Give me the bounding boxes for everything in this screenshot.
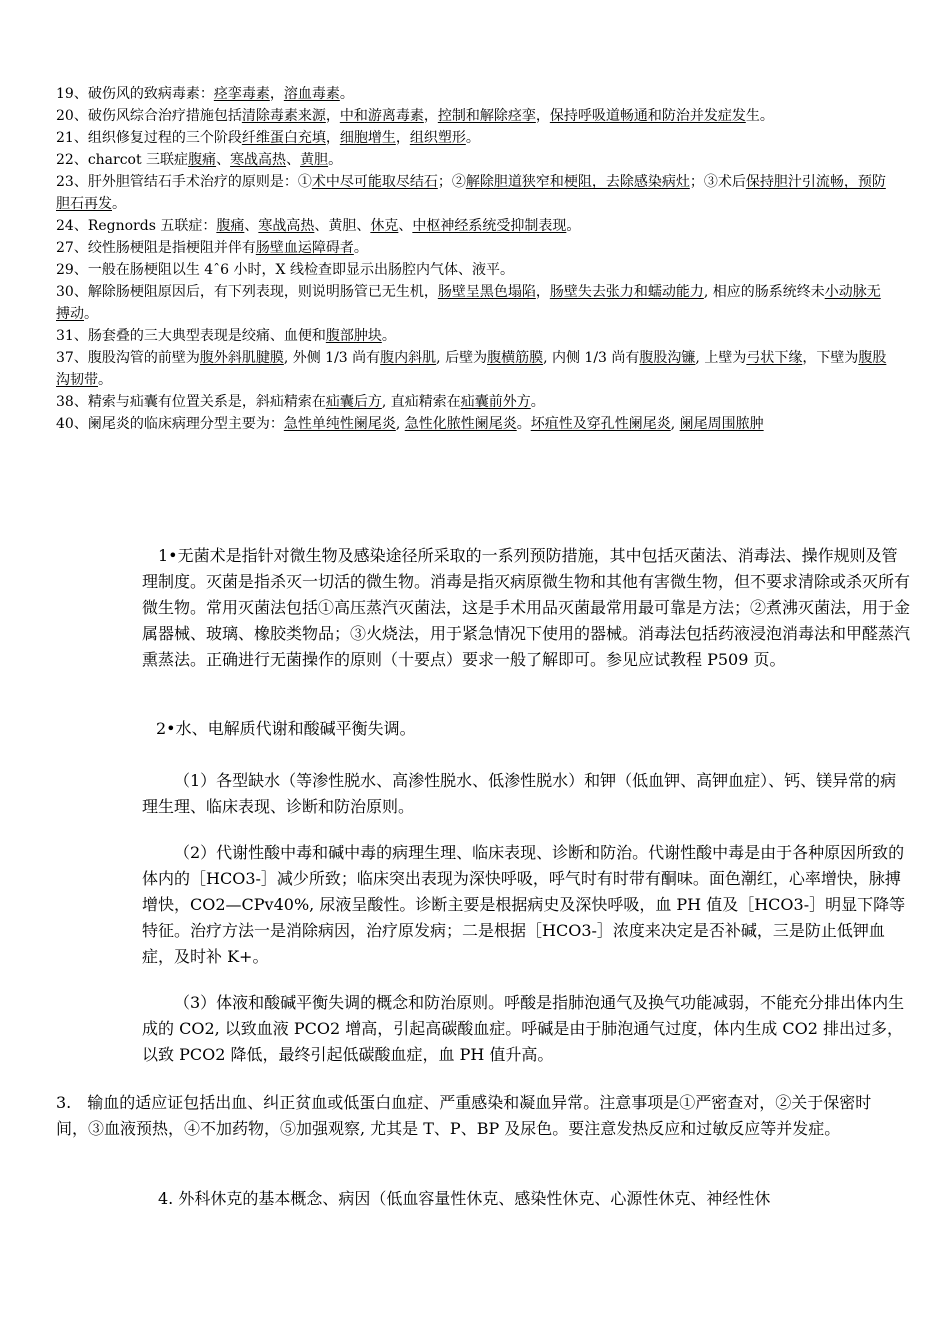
text-run: ；③术后 <box>689 174 746 190</box>
text-run: ， <box>325 130 340 146</box>
underlined-term: 疝囊后方 <box>325 394 382 410</box>
underlined-term: 肠壁呈黑色塌陷 <box>437 284 536 300</box>
text-run: 。 <box>339 86 354 102</box>
text-run: 21、组织修复过程的三个阶段 <box>56 130 242 146</box>
item-24 <box>56 215 894 237</box>
item-22 <box>56 149 894 171</box>
text-run: 。 <box>465 130 480 146</box>
text-run: , 后壁为 <box>436 350 488 366</box>
underlined-term: 阑尾周围脓肿 <box>679 416 764 432</box>
text-run: 。 <box>328 152 343 168</box>
text-run: 。 <box>530 394 545 410</box>
text-run: 、 <box>286 152 301 168</box>
text-run: 。 <box>516 416 531 432</box>
text-run: 、 <box>398 218 413 234</box>
underlined-term: 腹痛 <box>216 218 245 234</box>
item-21 <box>56 127 894 149</box>
text-run: 23、肝外胆管结石手术治疗的原则是：① <box>56 174 312 190</box>
underlined-term: 保持呼吸道畅通和防治并发症发 <box>549 108 746 124</box>
underlined-term: 组织塑形 <box>409 130 466 146</box>
text-run: 37、腹股沟管的前壁为 <box>56 350 200 366</box>
underlined-term: 肠壁失去张力和蠕动能力 <box>549 284 704 300</box>
text-run: 。 <box>98 372 112 388</box>
text-run: 40、阑尾炎的临床病理分型主要为： <box>56 416 284 432</box>
text-run: 31、肠套叠的三大典型表现是绞痛、血便和 <box>56 328 326 344</box>
text-run: 20、破伤风综合治疗措施包括 <box>56 108 242 124</box>
text-run: , 相应的肠系统终未 <box>703 284 825 300</box>
underlined-term: 腹股沟镰 <box>639 350 696 366</box>
underlined-term: 中和游离毒素 <box>339 108 424 124</box>
text-run: 27、绞性肠梗阻是指梗阻并伴有 <box>56 240 256 256</box>
underlined-term: 腹横筋膜 <box>487 350 544 366</box>
underlined-term: 腹股沟韧带 <box>56 350 887 388</box>
text-run: ， <box>535 284 550 300</box>
underlined-term: 疝囊前外方 <box>460 394 531 410</box>
text-run: , <box>670 416 680 432</box>
paragraph-fluid-heading: 2•水、电解质代谢和酸碱平衡失调。 <box>156 719 416 738</box>
underlined-term: 解除胆道狭窄和梗阻，去除感染病灶 <box>465 174 690 190</box>
text-run: ， <box>395 130 410 146</box>
paragraph-dehydration: （1）各型缺水（等渗性脱水、高渗性脱水、低渗性脱水）和钾（低血钾、高钾血症）、钙、镁异常的病理生理、临床表现、诊断和防治原则。 <box>142 771 897 816</box>
text-run: 、黄胆、 <box>314 218 371 234</box>
text-run: , 内侧 1/3 尚有 <box>543 350 640 366</box>
underlined-term: 腹内斜肌 <box>380 350 437 366</box>
paragraph-aseptic: 1•无菌术是指针对微生物及感染途径所采取的一系列预防措施，其中包括灭菌法、消毒法、操作规则及管理制度。灭菌是指杀灭一切活的微生物。消毒是指灭病原微生物和其他有害微生物，但不要求清除或杀灭所有微生物。常用灭菌法包括①高压蒸汽灭菌法，这是手术用品灭菌最常用最可靠是方法；②煮沸灭菌法，用于金属器械、玻璃、橡胶类物品；③火烧法，用于紧急情况下使用的器械。消毒法包括药液浸泡消毒法和甲醛蒸汽熏蒸法。正确进行无菌操作的原则（十要点）要求一般了解即可。参见应试教程 P509 页。 <box>142 546 911 669</box>
underlined-term: 黄胆 <box>300 152 329 168</box>
underlined-term: 腹外斜肌腱膜 <box>199 350 284 366</box>
underlined-term: 清除毒素来源 <box>241 108 326 124</box>
underlined-term: 坏疽性及穿孔性阑尾炎 <box>530 416 671 432</box>
item-38 <box>56 391 894 413</box>
item-30 <box>56 281 894 325</box>
text-run: 30、解除肠梗阻原因后，有下列表现，则说明肠管已无生机， <box>56 284 438 300</box>
underlined-term: 保持胆汁引流畅，预防胆石再发 <box>56 174 886 212</box>
item-19 <box>56 83 894 105</box>
text-run: 、 <box>216 152 231 168</box>
underlined-term: 纤维蛋白充填 <box>241 130 326 146</box>
text-run: ， <box>269 86 284 102</box>
text-run: ， <box>423 108 438 124</box>
text-run: ，下壁为 <box>802 350 859 366</box>
underlined-term: 中枢神经系统受抑制表现 <box>412 218 567 234</box>
item-40 <box>56 413 894 435</box>
underlined-term: 细胞增生 <box>339 130 396 146</box>
text-run: 24、Regnords 五联症： <box>56 218 217 234</box>
paragraph-transfusion: 3. 输血的适应证包括出血、纠正贫血或低蛋白血症、严重感染和凝血异常。注意事项是①严密查对，②关于保密时间，③血液预热，④不加药物，⑤加强观察, 尤其是 T、P、BP 及尿色。要注意发热反应和过敏反应等并发症。 <box>56 1093 872 1138</box>
paragraph-acid-base: （3）体液和酸碱平衡失调的概念和防治原则。呼酸是指肺泡通气及换气功能减弱，不能充分排出体内生成的 CO2, 以致血液 PCO2 增高，引起高碳酸血症。呼碱是由于肺泡通气过度，体内生成 CO2 排出过多，以致 PCO2 降低，最终引起低碳酸血症，血 PH 值升高。 <box>142 993 905 1064</box>
text-run: 生。 <box>745 108 774 124</box>
text-run: 、 <box>244 218 259 234</box>
text-run: 。 <box>566 218 581 234</box>
item-27 <box>56 237 894 259</box>
text-run: , 直疝精索在 <box>381 394 461 410</box>
text-run: ， <box>535 108 550 124</box>
text-run: 。 <box>353 240 368 256</box>
text-run: , 上壁为 <box>695 350 747 366</box>
text-run: 。 <box>84 306 98 322</box>
text-run: 19、破伤风的致病毒素： <box>56 86 214 102</box>
underlined-term: 腹部肿块 <box>325 328 382 344</box>
underlined-term: 术中尽可能取尽结石 <box>311 174 438 190</box>
item-37 <box>56 347 894 391</box>
text-run: 38、精索与疝囊有位置关系是，斜疝精索在 <box>56 394 326 410</box>
item-23 <box>56 171 894 215</box>
underlined-term: 溶血毒素 <box>283 86 340 102</box>
underlined-term: 寒战高热 <box>230 152 287 168</box>
text-run: , <box>395 416 405 432</box>
text-run: 29、一般在肠梗阻以生 4ˆ6 小时，X 线检查即显示出肠腔内气体、液平。 <box>56 262 514 278</box>
underlined-term: 痉挛毒素 <box>213 86 270 102</box>
underlined-term: 小动脉无搏动 <box>56 284 881 322</box>
item-31 <box>56 325 894 347</box>
item-20 <box>56 105 894 127</box>
underlined-term: 弓状下缘 <box>746 350 803 366</box>
underlined-term: 急性单纯性阑尾炎 <box>283 416 396 432</box>
text-run: 。 <box>381 328 396 344</box>
underlined-term: 肠壁血运障碍者 <box>255 240 354 256</box>
underlined-term: 急性化脓性阑尾炎 <box>404 416 517 432</box>
text-run: ；② <box>437 174 466 190</box>
text-run: , 外侧 1/3 尚有 <box>283 350 381 366</box>
underlined-term: 休克 <box>370 218 399 234</box>
paragraph-shock: 4. 外科休克的基本概念、病因（低血容量性休克、感染性休克、心源性休克、神经性休 <box>158 1189 771 1208</box>
underlined-term: 控制和解除痉挛 <box>437 108 536 124</box>
underlined-term: 寒战高热 <box>258 218 315 234</box>
text-run: ， <box>325 108 340 124</box>
item-29 <box>56 259 894 281</box>
paragraph-acidosis: （2）代谢性酸中毒和碱中毒的病理生理、临床表现、诊断和防治。代谢性酸中毒是由于各种原因所致的体内的［HCO3-］减少所致；临床突出表现为深快呼吸，呼气时有时带有酮味。面色潮红，心率增快，脉搏增快，CO2—CPv40%, 尿液呈酸性。诊断主要是根据病史及深快呼吸，血 PH 值及［HCO3-］明显下降等特征。治疗方法一是消除病因，治疗原发病；二是根据［HCO3-］浓度来决定是否补碱，三是防止低钾血症，及时补 K+。 <box>142 843 906 966</box>
numbered-items <box>56 83 894 435</box>
text-run: 。 <box>112 196 126 212</box>
text-run: 22、charcot 三联症 <box>56 152 189 168</box>
underlined-term: 腹痛 <box>188 152 217 168</box>
